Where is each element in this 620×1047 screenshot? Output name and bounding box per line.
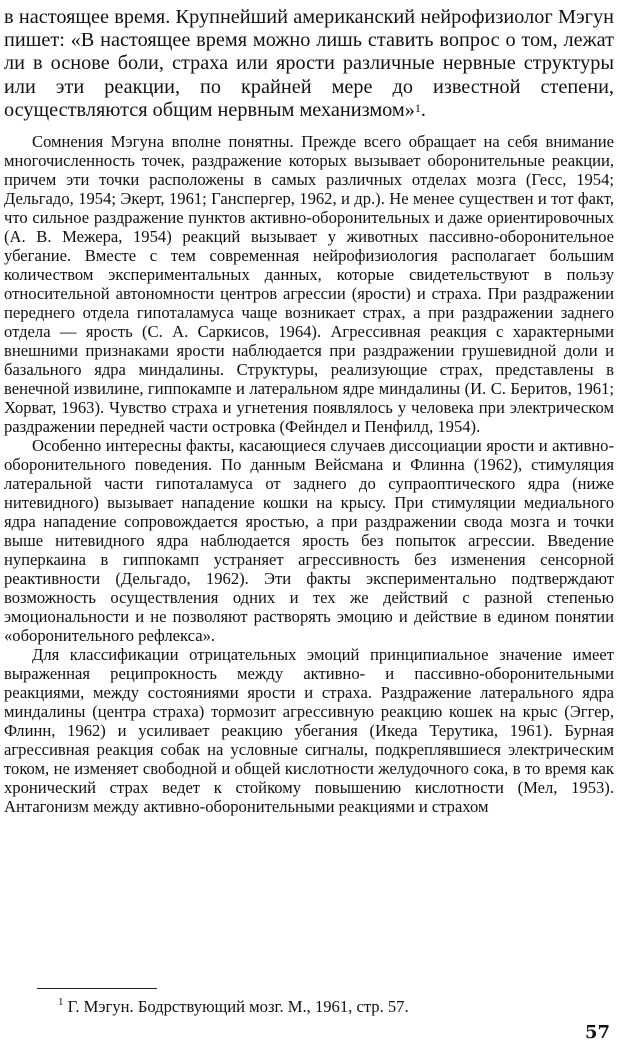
footnote-reference: 1 [414, 100, 421, 115]
footnote-text: Г. Мэгун. Бодрствующий мозг. М., 1961, стр. 57. [67, 997, 409, 1016]
intro-paragraph-end: . [420, 98, 426, 121]
paragraph-reciprocity: Для классификации отрицательных эмоций принципиальное значение имеет выраженная реципрокность между активно- и пассивно-оборонительными реакциями, между состояниями ярости и страха. Раздражение латерального ядра миндалины (центра страха) тормозит агрессивную реакцию кошек на крыс (Эггер, Флинн, 1962) и усиливает реакцию убегания (Икеда Терутика, 1961). Бурная агрессивная реакция собак на условные сигналы, подкреплявшиеся электрическим током, не изменяет свободной и общей кислотности желудочного сока, в то время как хронический страх ведет к стойкому повышению кислотности (Мел, 1953). Антагонизм между активно-оборонительными реакциями и страхом [4, 645, 614, 817]
page-number: 57 [584, 1022, 610, 1043]
page-text [4, 6, 614, 816]
paragraph-dissociation: Особенно интересны факты, касающиеся случаев диссоциации ярости и активно-оборонительного поведения. По данным Вейсмана и Флинна (1962), стимуляция латеральной части гипоталамуса от заднего до супраоптического ядра (ниже нитевидного) вызывает нападение кошки на крысу. При стимуляции медиального ядра нападение сопровождается яростью, а при раздражении свода мозга и точки выше нитевидного ядра наблюдается ярость без попыток агрессии. Введение нуперкаина в гиппокамп устраняет агрессивность без изменения сенсорной реактивности (Дельгадо, 1962). Эти факты экспериментально подтверждают возможность осуществления одних и тех же действий с разной степенью эмоциональности и не позволяют растворять эмоцию и действие в едином понятии «оборонительного рефлекса». [4, 436, 614, 646]
footnote [58, 997, 409, 1016]
intro-paragraph-text: в настоящее время. Крупнейший американский нейрофизиолог Мэгун пишет: «В настоящее время можно лишь ставить вопрос о том, лежат ли в основе боли, страха или ярости различные нервные структуры или эти реакции, по крайней мере до известной степени, осуществляются общим нервным механизмом» [4, 6, 614, 121]
footnote-divider [37, 988, 157, 989]
intro-paragraph [4, 6, 614, 122]
paragraph-magoun-doubts: Сомнения Мэгуна вполне понятны. Прежде всего обращает на себя внимание многочисленность точек, раздражение которых вызывает оборонительные реакции, причем эти точки расположены в самых различных отделах мозга (Гесс, 1954; Дельгадо, 1954; Экерт, 1961; Ганспергер, 1962, и др.). Не менее существен и тот факт, что сильное раздражение пунктов активно-оборонительных и даже ориентировочных (А. В. Межера, 1954) реакций вызывает у животных пассивно-оборонительное убегание. Вместе с тем современная нейрофизиология располагает большим количеством экспериментальных данных, которые свидетельствуют в пользу относительной автономности центров агрессии (ярости) и страха. При раздражении переднего отдела гипоталамуса чаще возникает страх, а при раздражении заднего отдела — ярость (С. А. Саркисов, 1964). Агрессивная реакция с характерными внешними признаками ярости наблюдается при раздражении грушевидной доли и базального ядра миндалины. Структуры, реализующие страх, представлены в венечной извилине, гиппокампе и латеральном ядре миндалины (И. С. Беритов, 1961; Хорват, 1963). Чувство страха и угнетения появлялось у человека при электрическом раздражении передней части островка (Фейндел и Пенфилд, 1954). [4, 132, 614, 437]
footnote-marker: 1 [58, 996, 64, 1008]
